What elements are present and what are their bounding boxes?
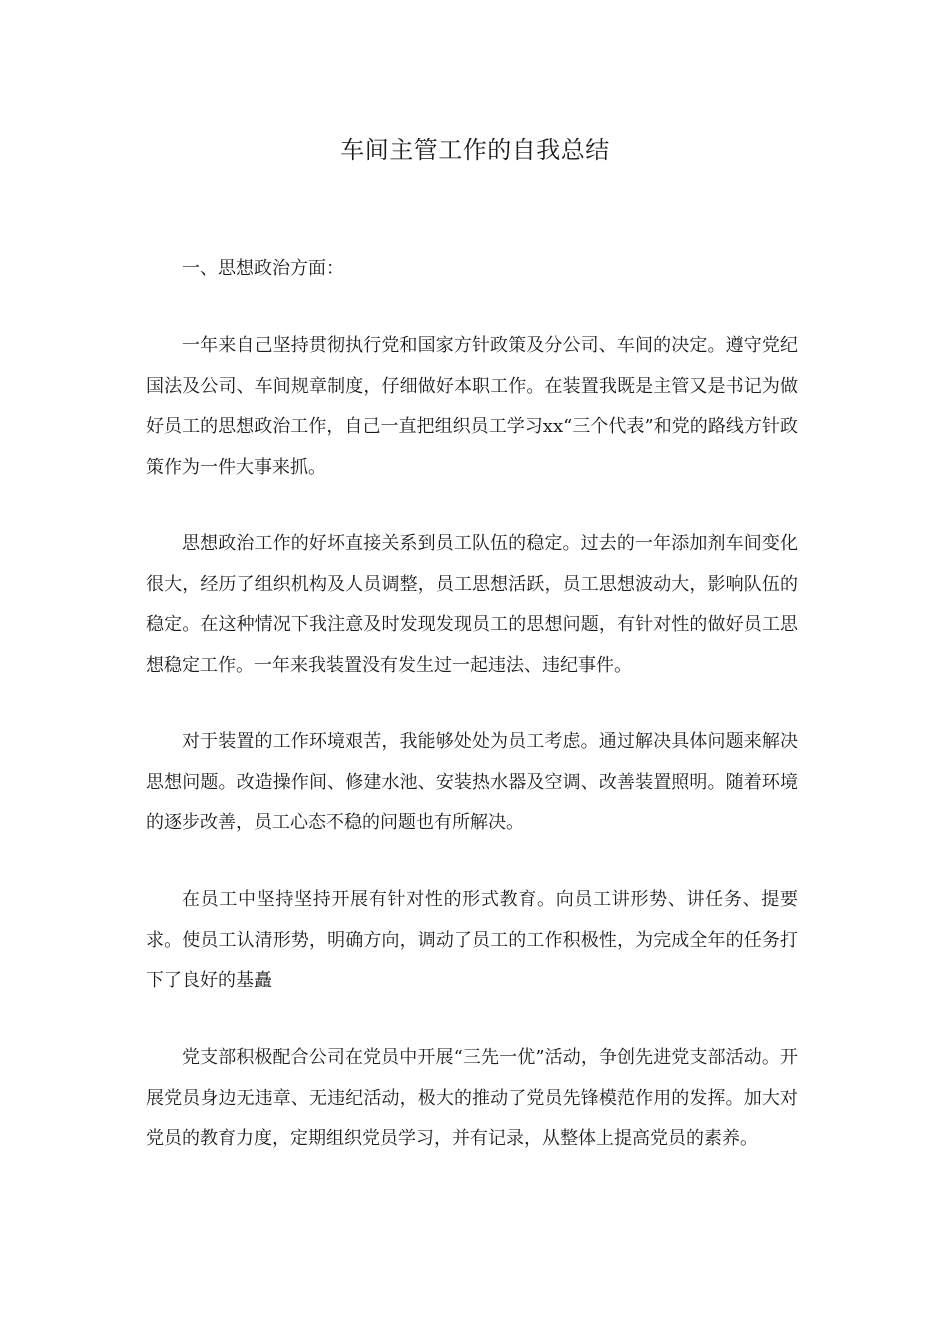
section-heading: 一、思想政治方面：: [182, 258, 344, 279]
document-title: 车间主管工作的自我总结: [340, 136, 610, 164]
paragraph: 在员工中坚持坚持开展有针对性的形式教育。向员工讲形势、讲任务、提要求。使员工认清形势，明确方向，调动了员工的工作积极性，为完成全年的任务打下了良好的基矗: [146, 889, 798, 991]
paragraph: 思想政治工作的好坏直接关系到员工队伍的稳定。过去的一年添加剂车间变化很大，经历了组织机构及人员调整，员工思想活跃，员工思想波动大，影响队伍的稳定。在这种情况下我注意及时发现发现员工的思想问题，有针对性的做好员工思想稳定工作。一年来我装置没有发生过一起违法、违纪事件。: [146, 533, 798, 676]
paragraph: 对于装置的工作环境艰苦，我能够处处为员工考虑。通过解决具体问题来解决思想问题。改造操作间、修建水池、安装热水器及空调、改善装置照明。随着环境的逐步改善，员工心态不稳的问题也有所解决。: [146, 731, 798, 833]
paragraph: 一年来自己坚持贯彻执行党和国家方针政策及分公司、车间的决定。遵守党纪国法及公司、车间规章制度，仔细做好本职工作。在装置我既是主管又是书记为做好员工的思想政治工作，自己一直把组织员工学习xx“三个代表”和党的路线方针政策作为一件大事来抓。: [146, 335, 798, 478]
paragraph: 党支部积极配合公司在党员中开展“三先一优”活动，争创先进党支部活动。开展党员身边无违章、无违纪活动，极大的推动了党员先锋模范作用的发挥。加大对党员的教育力度，定期组织党员学习，并有记录，从整体上提高党员的素养。: [146, 1047, 798, 1149]
